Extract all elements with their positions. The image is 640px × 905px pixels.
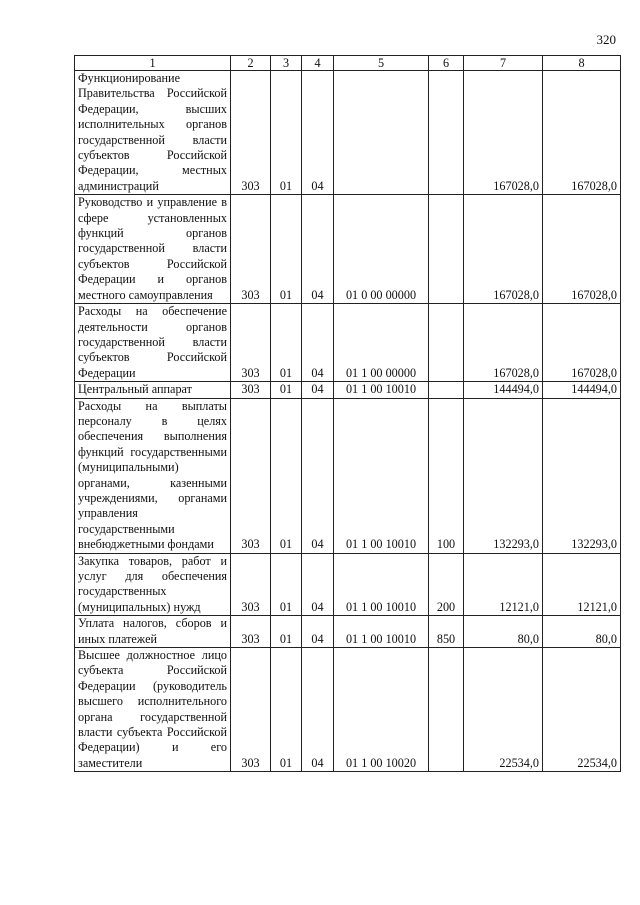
amount-col8: 22534,0 — [543, 648, 621, 772]
table-row — [75, 648, 621, 772]
table-row — [75, 398, 621, 553]
table-row — [75, 304, 621, 382]
section-code: 01 — [271, 195, 302, 304]
amount-col7: 80,0 — [464, 616, 543, 648]
section-code: 01 — [271, 648, 302, 772]
target-article: 01 1 00 00000 — [334, 304, 429, 382]
header-row — [75, 56, 621, 71]
row-name: Руководство и управление в сфере установленных функций органов государственной власти субъектов Российской Федерации и органов местного самоуправления — [75, 195, 231, 304]
admin-code: 303 — [231, 71, 271, 195]
column-header: 8 — [543, 56, 621, 71]
amount-col8: 167028,0 — [543, 71, 621, 195]
section-code: 01 — [271, 398, 302, 553]
admin-code: 303 — [231, 398, 271, 553]
page-number: 320 — [596, 32, 616, 47]
expense-type — [429, 382, 464, 398]
section-code: 01 — [271, 71, 302, 195]
expense-type — [429, 648, 464, 772]
section-code: 01 — [271, 382, 302, 398]
amount-col7: 12121,0 — [464, 553, 543, 616]
amount-col8: 144494,0 — [543, 382, 621, 398]
subsection-code: 04 — [302, 304, 334, 382]
row-name: Функционирование Правительства Российской Федерации, высших исполнительных органов государственной власти субъектов Российской Федерации, местных администраций — [75, 71, 231, 195]
amount-col7: 167028,0 — [464, 71, 543, 195]
amount-col8: 80,0 — [543, 616, 621, 648]
amount-col8: 167028,0 — [543, 195, 621, 304]
table-row — [75, 553, 621, 616]
row-name: Закупка товаров, работ и услуг для обеспечения государственных (муниципальных) нужд — [75, 553, 231, 616]
admin-code: 303 — [231, 195, 271, 304]
section-code: 01 — [271, 304, 302, 382]
section-code: 01 — [271, 616, 302, 648]
subsection-code: 04 — [302, 648, 334, 772]
row-name: Расходы на обеспечение деятельности органов государственной власти субъектов Российской Федерации — [75, 304, 231, 382]
admin-code: 303 — [231, 648, 271, 772]
amount-col7: 167028,0 — [464, 195, 543, 304]
expense-type — [429, 304, 464, 382]
row-name: Уплата налогов, сборов и иных платежей — [75, 616, 231, 648]
expense-type: 100 — [429, 398, 464, 553]
subsection-code: 04 — [302, 382, 334, 398]
admin-code: 303 — [231, 382, 271, 398]
subsection-code: 04 — [302, 71, 334, 195]
subsection-code: 04 — [302, 553, 334, 616]
subsection-code: 04 — [302, 398, 334, 553]
column-header: 3 — [271, 56, 302, 71]
column-header: 6 — [429, 56, 464, 71]
admin-code: 303 — [231, 553, 271, 616]
target-article — [334, 71, 429, 195]
target-article: 01 1 00 10010 — [334, 398, 429, 553]
column-header: 1 — [75, 56, 231, 71]
expense-type — [429, 195, 464, 304]
admin-code: 303 — [231, 304, 271, 382]
amount-col7: 22534,0 — [464, 648, 543, 772]
expense-type — [429, 71, 464, 195]
target-article: 01 0 00 00000 — [334, 195, 429, 304]
row-name: Центральный аппарат — [75, 382, 231, 398]
table-row — [75, 71, 621, 195]
amount-col8: 12121,0 — [543, 553, 621, 616]
column-header: 4 — [302, 56, 334, 71]
target-article: 01 1 00 10010 — [334, 553, 429, 616]
subsection-code: 04 — [302, 195, 334, 304]
amount-col7: 167028,0 — [464, 304, 543, 382]
table-row — [75, 195, 621, 304]
column-header: 5 — [334, 56, 429, 71]
target-article: 01 1 00 10010 — [334, 382, 429, 398]
expense-type: 200 — [429, 553, 464, 616]
admin-code: 303 — [231, 616, 271, 648]
column-header: 2 — [231, 56, 271, 71]
budget-table — [74, 55, 621, 772]
column-header: 7 — [464, 56, 543, 71]
amount-col7: 144494,0 — [464, 382, 543, 398]
table-row — [75, 616, 621, 648]
target-article: 01 1 00 10010 — [334, 616, 429, 648]
subsection-code: 04 — [302, 616, 334, 648]
target-article: 01 1 00 10020 — [334, 648, 429, 772]
section-code: 01 — [271, 553, 302, 616]
table-row — [75, 382, 621, 398]
row-name: Расходы на выплаты персоналу в целях обеспечения выполнения функций государственными (муниципальными) органами, казенными учреждениями, органами управления государственными внебюджетными фондами — [75, 398, 231, 553]
expense-type: 850 — [429, 616, 464, 648]
amount-col8: 167028,0 — [543, 304, 621, 382]
amount-col8: 132293,0 — [543, 398, 621, 553]
row-name: Высшее должностное лицо субъекта Российской Федерации (руководитель высшего исполнительного органа государственной власти субъекта Российской Федерации) и его заместители — [75, 648, 231, 772]
amount-col7: 132293,0 — [464, 398, 543, 553]
